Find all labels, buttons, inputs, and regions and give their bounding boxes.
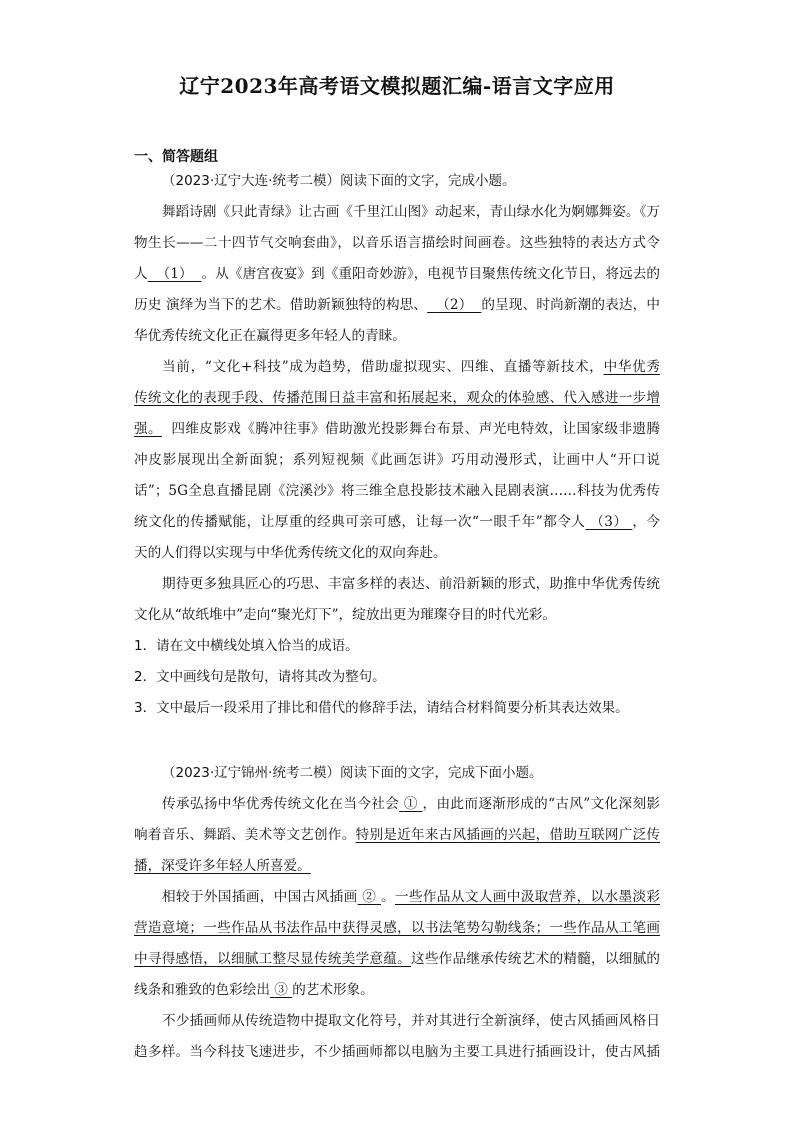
answer-blank: ① bbox=[403, 796, 418, 812]
passage-paragraph bbox=[134, 197, 660, 352]
text-line: 人 （1） 。从《唐宫夜宴》到《重阳奇妙游》，电视节目聚焦传统文化节日，将远去的 bbox=[134, 266, 660, 282]
underlined-sentence: 中华优秀 bbox=[603, 359, 660, 375]
text-line: 话”；5G全息直播昆剧《浣溪沙》将三维全息投影技术融入昆剧表演……科技为优秀传 bbox=[134, 483, 660, 499]
question-3: 3．文中最后一段采用了排比和借代的修辞手法，请结合材料简要分析其表达效果。 bbox=[134, 700, 629, 716]
text-line: 相较于外国插画，中国古风插画 ② 。一些作品从文人画中汲取营养，以水墨淡彩 bbox=[162, 889, 660, 905]
text-line: 当前，“文化+科技”成为趋势，借助虚拟现实、四维、直播等新技术，中华优秀 bbox=[162, 359, 660, 375]
answer-blank: ② bbox=[362, 889, 377, 905]
text-line: 期待更多独具匠心的巧思、丰富多样的表达、前沿新颖的形式，助推中华优秀传统 bbox=[162, 576, 660, 592]
section-heading: 一、简答题组 bbox=[134, 149, 218, 165]
text-line: 华优秀传统文化正在赢得更多年轻人的青睐。 bbox=[134, 328, 406, 344]
passage-paragraph bbox=[134, 882, 660, 1006]
underlined-sentence: 营造意境；一些作品从书法作品中获得灵感，以书法笔势勾勒线条；一些作品从工笔画 bbox=[134, 920, 660, 936]
group-source: （2023·辽宁锦州·统考二模）阅读下面的文字，完成下面小题。 bbox=[162, 765, 543, 781]
answer-blank: ③ bbox=[274, 982, 288, 998]
answer-blank: （3） bbox=[590, 514, 628, 530]
text-line: 天的人们得以实现与中华优秀传统文化的双向奔赴。 bbox=[134, 545, 447, 561]
underlined-sentence: 一些作品从文人画中汲取营养，以水墨淡彩 bbox=[394, 889, 660, 905]
text-line: 统文化的传播赋能，让厚重的经典可亲可感，让每一次“一眼千年”都令人 （3） ，今 bbox=[134, 514, 660, 530]
text-line: 物生长——二十四节气交响套曲》，以音乐语言描绘时间画卷。这些独特的表达方式令 bbox=[134, 235, 660, 251]
text-line: 传承弘扬中华优秀传统文化在当今社会 ① ，由此而逐渐形成的“古风”文化深刻影 bbox=[162, 796, 660, 812]
answer-blank: （1） bbox=[156, 266, 193, 282]
underlined-sentence: 中寻得感悟，以细腻工整尽显传统美学意蕴。 bbox=[134, 951, 411, 967]
text-line: 历史 演绎为当下的艺术。借助新颖独特的构思、 （2） 的呈现、时尚新潮的表达，中 bbox=[134, 297, 660, 313]
passage-paragraph bbox=[134, 569, 660, 631]
text-line: 不少插画师从传统造物中提取文化符号，并对其进行全新演绎，使古风插画风格日 bbox=[162, 1013, 660, 1029]
passage-paragraph bbox=[134, 1006, 660, 1068]
question-group-2 bbox=[134, 758, 660, 1068]
text-line: 线条和雅致的色彩绘出 ③ 的艺术形象。 bbox=[134, 982, 374, 998]
question-2: 2．文中画线句是散句，请将其改为整句。 bbox=[134, 669, 386, 685]
text-line: 强。 四维皮影戏《腾冲往事》借助激光投影舞台布景、声光电特效，让国家级非遗腾 bbox=[134, 421, 660, 437]
question-group-1 bbox=[134, 166, 660, 724]
group-source: （2023·辽宁大连·统考二模）阅读下面的文字，完成小题。 bbox=[162, 173, 516, 189]
passage-paragraph bbox=[134, 352, 660, 569]
underlined-sentence: 传统文化的表现手段、传播范围日益丰富和拓展起来，观众的体验感、代入感进一步增 bbox=[134, 390, 660, 406]
answer-blank: （2） bbox=[436, 297, 473, 313]
text-line: 中寻得感悟，以细腻工整尽显传统美学意蕴。这些作品继承传统艺术的精髓，以细腻的 bbox=[134, 951, 660, 967]
underlined-sentence: 强。 bbox=[134, 421, 162, 437]
text-line: 趋多样。当今科技飞速进步，不少插画师都以电脑为主要工具进行插画设计，使古风插 bbox=[134, 1044, 660, 1060]
text-line: 响着音乐、舞蹈、美术等文艺创作。特别是近年来古风插画的兴起，借助互联网广泛传 bbox=[134, 827, 660, 843]
question-1: 1．请在文中横线处填入恰当的成语。 bbox=[134, 638, 359, 654]
text-line: 文化从“故纸堆中”走向“聚光灯下”，绽放出更为璀璨夺目的时代光彩。 bbox=[134, 607, 557, 623]
text-line bbox=[134, 851, 660, 882]
text-line: 冲皮影展现出全新面貌；系列短视频《此画怎讲》巧用动漫形式，让画中人“开口说 bbox=[134, 452, 660, 468]
text-line: 舞蹈诗剧《只此青绿》让古画《千里江山图》动起来，青山绿水化为婀娜舞姿。《万 bbox=[162, 204, 660, 220]
underlined-sentence: 播，深受许多年轻人所喜爱。 bbox=[134, 858, 311, 874]
underlined-sentence: 特别是近年来古风插画的兴起，借助互联网广泛传 bbox=[355, 827, 660, 843]
page-title: 辽宁2023年高考语文模拟题汇编-语言文字应用 bbox=[179, 74, 615, 98]
passage-paragraph bbox=[134, 789, 660, 882]
